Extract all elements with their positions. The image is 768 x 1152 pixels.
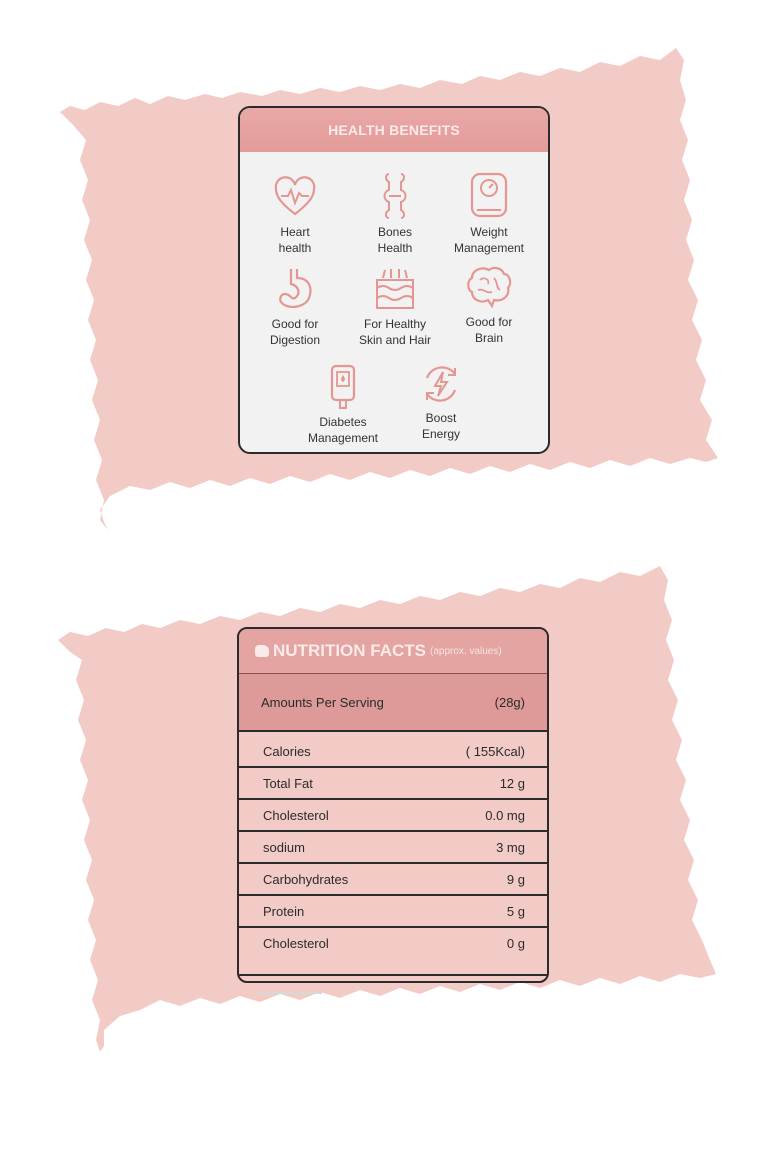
nutrition-subtitle: (approx. values) <box>430 645 502 657</box>
benefit-label: For Healthy Skin and Hair <box>358 317 432 347</box>
empty-row <box>239 974 547 983</box>
benefit-energy <box>386 362 496 442</box>
benefit-label: Good for Brain <box>465 315 513 345</box>
benefit-label: Good for Digestion <box>269 317 321 347</box>
nutrition-title: NUTRITION FACTS <box>273 641 426 660</box>
table-row <box>239 864 547 896</box>
nutrient-value: 9 g <box>506 871 525 887</box>
benefit-label: Boost Energy <box>421 411 461 441</box>
serving-value: (28g) <box>494 694 525 710</box>
benefit-label: Heart health <box>278 225 312 255</box>
nutrient-name: Total Fat <box>263 775 313 791</box>
energy-bolt-icon <box>419 362 463 406</box>
nutrient-value: 5 g <box>506 903 525 919</box>
nutrient-value: 0.0 mg <box>485 807 525 823</box>
table-row <box>239 832 547 864</box>
nutrient-name: Calories <box>263 743 311 759</box>
nutrient-name: sodium <box>263 839 305 855</box>
table-row <box>239 896 547 928</box>
nutrient-value: 3 mg <box>496 839 525 855</box>
nutrient-name: Cholesterol <box>263 935 329 951</box>
benefit-brain <box>434 264 544 346</box>
serving-row <box>239 673 547 732</box>
stomach-icon <box>273 266 317 312</box>
benefit-digestion <box>240 266 350 348</box>
table-row <box>239 928 547 958</box>
benefit-label: Bones Health <box>377 225 413 255</box>
nutrient-value: 12 g <box>499 775 525 791</box>
nutrient-name: Protein <box>263 903 305 919</box>
benefit-diabetes <box>288 362 398 446</box>
heart-pulse-icon <box>272 174 318 220</box>
table-row <box>239 768 547 800</box>
table-row <box>239 800 547 832</box>
benefit-weight-management <box>434 170 544 256</box>
health-benefits-card <box>238 106 550 454</box>
bone-joint-icon <box>375 170 415 220</box>
benefit-label: Diabetes Management <box>307 415 379 445</box>
weighing-scale-icon <box>467 170 511 220</box>
nutrient-name: Carbohydrates <box>263 871 349 887</box>
health-benefits-title: HEALTH BENEFITS <box>240 108 548 152</box>
skin-layers-icon <box>371 266 419 312</box>
benefit-label: Weight Management <box>453 225 525 255</box>
brain-icon <box>464 264 514 310</box>
divider <box>258 992 322 994</box>
benefit-heart-health <box>240 174 350 256</box>
nutrient-value: ( 155Kcal) <box>465 743 525 759</box>
serving-label: Amounts Per Serving <box>261 694 384 710</box>
table-row <box>239 736 547 768</box>
nutrition-facts-header <box>239 629 547 673</box>
nutrient-value: 0 g <box>506 935 525 951</box>
nutrition-facts-card <box>237 627 549 983</box>
glucose-meter-icon <box>326 362 360 410</box>
nutrition-blob-icon <box>255 645 269 657</box>
nutrient-name: Cholesterol <box>263 807 329 823</box>
